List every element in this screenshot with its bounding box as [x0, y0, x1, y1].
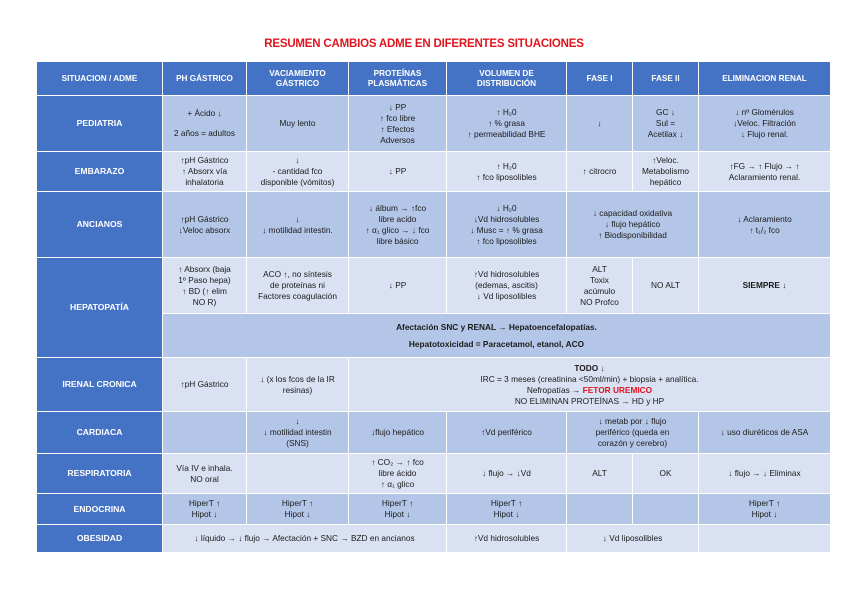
row-label-embarazo: EMBARAZO — [37, 152, 163, 192]
text-line: NO oral — [190, 473, 219, 484]
text-line: ↓ metab por ↓ flujo — [598, 416, 667, 426]
row-label-cardiaca: CARDIACA — [37, 412, 163, 454]
cell-pediatria-volumen — [447, 96, 567, 152]
text-line: ↓ motilidad intestin — [263, 427, 332, 437]
text-line: periférico (queda en — [595, 427, 670, 437]
text-line: ↓Veloc. Filtración — [733, 118, 796, 128]
cell-endocrina-eliminacion — [699, 494, 831, 525]
cell-obesidad-fases: ↓ Vd liposolibles — [567, 525, 699, 553]
cell-respiratoria-fase2: OK — [633, 454, 699, 494]
text-line: ↓ H₂0 — [496, 202, 517, 213]
cell-ancianos-fases — [567, 192, 699, 258]
cell-hepatopatia-ph — [163, 258, 247, 314]
text-line: hepático — [649, 177, 682, 187]
text-line: ↓ álbum → ↑fco — [368, 202, 427, 213]
cell-cardiaca-eliminacion: ↓ uso diuréticos de ASA — [699, 412, 831, 454]
text-line: ↑Veloc. — [652, 155, 679, 165]
cell-hepatopatia-fase2: NO ALT — [633, 258, 699, 314]
text-line: 1º Paso hepa) — [178, 274, 231, 285]
text-line: Aclaramiento renal. — [728, 171, 801, 182]
cell-respiratoria-proteinas — [349, 454, 447, 494]
text-line: HiperT ↑ — [748, 498, 781, 508]
text-line: Hipot ↓ — [751, 509, 778, 519]
text-line: ↑ H₂0 — [496, 107, 517, 117]
cell-pediatria-fase2 — [633, 96, 699, 152]
cell-pediatria-fase1: ↓ — [567, 96, 633, 152]
col-header-vaciamiento: VACIAMIENTO GÁSTRICO — [247, 62, 349, 96]
row-pediatria — [37, 96, 831, 152]
text-line: Metabolismo — [641, 166, 690, 176]
text-line: ↑ H₂0 — [496, 160, 517, 171]
text-line: resinas) — [282, 384, 313, 395]
text-line: HiperT ↑ — [490, 498, 523, 508]
text-line: ↑Vd hidrosolubles — [473, 269, 540, 279]
text-line: libre básico — [376, 235, 419, 246]
text-line: ↓ nº Glomérulos — [735, 107, 794, 117]
col-header-eliminacion: ELIMINACION RENAL — [699, 62, 831, 96]
text-line: inhalatoria — [185, 177, 224, 187]
text-line: ↓ Musc = ↑ % grasa — [470, 224, 543, 235]
cell-endocrina-proteinas — [349, 494, 447, 525]
cell-hepatopatia-volumen — [447, 258, 567, 314]
text-line: ↑FG → ↑ Flujo → ↑ — [729, 160, 800, 171]
text-line: NO R) — [192, 296, 217, 307]
cell-ancianos-proteinas — [349, 192, 447, 258]
text-line: - cantidad fco — [272, 166, 323, 176]
text-line: ↓ — [295, 416, 300, 426]
text-line: ↓ — [295, 155, 300, 165]
text-line: ↓ — [295, 213, 300, 224]
text-line: ↓ motilidad intestin. — [262, 224, 333, 235]
row-label-endocrina: ENDOCRINA — [37, 494, 163, 525]
text-line: acúmulo — [583, 285, 616, 296]
col-header-volumen: VOLUMEN DE DISTRIBUCIÓN — [447, 62, 567, 96]
cell-obesidad-eliminacion — [699, 525, 831, 553]
text-line: 2 años = adultos — [173, 128, 236, 138]
row-hepatopatia — [37, 258, 831, 314]
adme-summary-table — [36, 61, 831, 553]
col-header-fase1: FASE I — [567, 62, 633, 96]
text-line: ↑ Efectos — [380, 123, 415, 134]
cell-embarazo-fase2 — [633, 152, 699, 192]
cell-hepatopatia-vaciamiento — [247, 258, 349, 314]
cell-hepatopatia-proteinas: ↓ PP — [349, 258, 447, 314]
text-line: HiperT ↑ — [281, 498, 314, 508]
text-line: TODO ↓ — [574, 362, 605, 373]
text-line: ↓ Aclaramiento — [737, 213, 792, 224]
cell-endocrina-volumen — [447, 494, 567, 525]
text-line: ↓ Vd liposolibles — [476, 291, 537, 301]
col-header-ph: PH GÁSTRICO — [163, 62, 247, 96]
col-header-situacion: SITUACION / ADME — [37, 62, 163, 96]
cell-cardiaca-ph — [163, 412, 247, 454]
text-line: Adversos — [380, 134, 415, 145]
cell-cardiaca-volumen: ↑Vd periférico — [447, 412, 567, 454]
text-line: ↓ capacidad oxidativa — [592, 208, 673, 218]
cell-pediatria-vaciamiento: Muy lento — [247, 96, 349, 152]
row-label-ancianos: ANCIANOS — [37, 192, 163, 258]
text-line: ALT — [592, 263, 607, 274]
row-obesidad — [37, 525, 831, 553]
text-line: ↑ t₁/₂ fco — [749, 224, 780, 235]
cell-irenal-vaciamiento — [247, 358, 349, 412]
cell-endocrina-vaciamiento — [247, 494, 349, 525]
cell-embarazo-proteinas: ↓ PP — [349, 152, 447, 192]
cell-hepatopatia-eliminacion: SIEMPRE ↓ — [699, 258, 831, 314]
cell-hepatopatia-fase1 — [567, 258, 633, 314]
cell-endocrina-ph — [163, 494, 247, 525]
text-line: Hipot ↓ — [493, 509, 520, 519]
cell-ancianos-eliminacion — [699, 192, 831, 258]
text-line: ↓Veloc absorx — [178, 224, 231, 235]
text-line: Hepatotoxicidad = Paracetamol, etanol, ACO — [408, 338, 585, 349]
row-cardiaca — [37, 412, 831, 454]
text-line: ↓ Flujo renal. — [740, 129, 789, 139]
text-fragment: Nefropatías → — [526, 384, 583, 395]
text-line: ↑pH Gástrico — [180, 155, 229, 165]
text-line: ↑ fco liposolibles — [476, 235, 537, 246]
text-line: libre acido — [378, 213, 417, 224]
row-irenal — [37, 358, 831, 412]
cell-endocrina-fase1 — [567, 494, 633, 525]
text-line: ↑ CO₂ → ↑ fco — [371, 457, 424, 467]
cell-cardiaca-proteinas: ↓flujo hepático — [349, 412, 447, 454]
text-line: ↓ flujo hepático — [604, 219, 661, 229]
cell-respiratoria-fase1: ALT — [567, 454, 633, 494]
row-label-respiratoria: RESPIRATORIA — [37, 454, 163, 494]
text-line: ↑ BD (↑ elim — [182, 285, 227, 296]
text-line: ↑ Biodisponibilidad — [598, 230, 667, 240]
text-line: ↓ (x los fcos de la IR — [260, 373, 335, 384]
text-line: disponible (vómitos) — [260, 177, 335, 187]
text-line: Hipot ↓ — [191, 509, 218, 519]
cell-obesidad-notes: ↓ líquido → ↓ flujo → Afectación + SNC → BZD en ancianos — [163, 525, 447, 553]
text-line: ↑ permeabilidad BHE — [467, 129, 546, 139]
text-line — [352, 385, 827, 396]
text-line: ↑ fco liposolibles — [476, 171, 537, 182]
text-line: GC ↓ — [656, 107, 675, 117]
text-line: (SNS) — [286, 438, 309, 448]
text-line: ↑ α₁ glico — [380, 479, 415, 489]
row-endocrina — [37, 494, 831, 525]
cell-obesidad-volumen: ↑Vd hidrosolubles — [447, 525, 567, 553]
text-line: (edemas, ascitis) — [475, 280, 538, 290]
cell-cardiaca-vaciamiento — [247, 412, 349, 454]
text-line: + Ácido ↓ — [187, 108, 222, 118]
text-line: de proteínas ni — [270, 280, 325, 290]
cell-irenal-notes — [349, 358, 831, 412]
col-header-proteinas: PROTEÍNAS PLASMÁTICAS — [349, 62, 447, 96]
text-line: Toxix — [590, 274, 609, 285]
page-title: RESUMEN CAMBIOS ADME EN DIFERENTES SITUACIONES — [264, 38, 584, 50]
text-line: ↑ Absorx vía — [181, 166, 228, 176]
text-line: HiperT ↑ — [188, 498, 221, 508]
cell-respiratoria-eliminacion: ↓ flujo → ↓ Eliminax — [699, 454, 831, 494]
text-line: Sul = — [655, 118, 676, 128]
row-label-pediatria: PEDIATRIA — [37, 96, 163, 152]
cell-irenal-ph: ↑pH Gástrico — [163, 358, 247, 412]
highlight-text: FETOR UREMICO — [582, 384, 653, 395]
cell-pediatria-ph — [163, 96, 247, 152]
cell-cardiaca-fases — [567, 412, 699, 454]
cell-embarazo-fase1: ↑ citrocro — [567, 152, 633, 192]
text-line: ↑ fco libre — [379, 112, 416, 123]
cell-ancianos-volumen — [447, 192, 567, 258]
cell-pediatria-eliminacion — [699, 96, 831, 152]
text-line: IRC = 3 meses (creatinina <50ml/min) + biopsia + analítica. — [480, 373, 699, 384]
header-row — [37, 62, 831, 96]
cell-respiratoria-vaciamiento — [247, 454, 349, 494]
col-header-fase2: FASE II — [633, 62, 699, 96]
cell-embarazo-vaciamiento — [247, 152, 349, 192]
text-line: NO Profco — [580, 296, 619, 307]
text-line: Vía IV e inhala. — [176, 462, 233, 473]
cell-respiratoria-ph — [163, 454, 247, 494]
text-line: corazón y cerebro) — [597, 438, 668, 448]
row-embarazo — [37, 152, 831, 192]
text-line: ↑ α₁ glico → ↓ fco — [365, 224, 430, 235]
cell-embarazo-eliminacion — [699, 152, 831, 192]
row-respiratoria — [37, 454, 831, 494]
row-label-hepatopatia: HEPATOPATÍA — [37, 258, 163, 358]
cell-respiratoria-volumen: ↓ flujo → ↓Vd — [447, 454, 567, 494]
text-line: ↑ % grasa — [488, 118, 525, 128]
text-line: Acetilax ↓ — [647, 129, 684, 139]
cell-embarazo-ph — [163, 152, 247, 192]
cell-pediatria-proteinas — [349, 96, 447, 152]
cell-endocrina-fase2 — [633, 494, 699, 525]
cell-hepatopatia-notes — [163, 314, 831, 358]
text-line: Factores coagulación — [258, 291, 337, 301]
text-line: ↑ Absorx (baja — [178, 263, 231, 274]
cell-ancianos-ph — [163, 192, 247, 258]
cell-ancianos-vaciamiento — [247, 192, 349, 258]
text-line: ↑pH Gástrico — [180, 213, 229, 224]
text-line: Hipot ↓ — [384, 509, 411, 519]
row-label-obesidad: OBESIDAD — [37, 525, 163, 553]
text-line: Afectación SNC y RENAL → Hepatoencefalopatías. — [396, 321, 597, 332]
text-line: Hipot ↓ — [284, 509, 311, 519]
text-line: ACO ↑, no síntesis — [263, 269, 332, 279]
cell-embarazo-volumen — [447, 152, 567, 192]
text-line: libre ácido — [378, 468, 417, 478]
text-line: NO ELIMINAN PROTEÍNAS → HD y HP — [514, 395, 665, 406]
text-line: HiperT ↑ — [381, 498, 414, 508]
text-line: ↓Vd hidrosolubles — [473, 213, 540, 224]
text-line: ↓ PP — [388, 101, 407, 112]
row-ancianos — [37, 192, 831, 258]
row-label-irenal: IRENAL CRONICA — [37, 358, 163, 412]
